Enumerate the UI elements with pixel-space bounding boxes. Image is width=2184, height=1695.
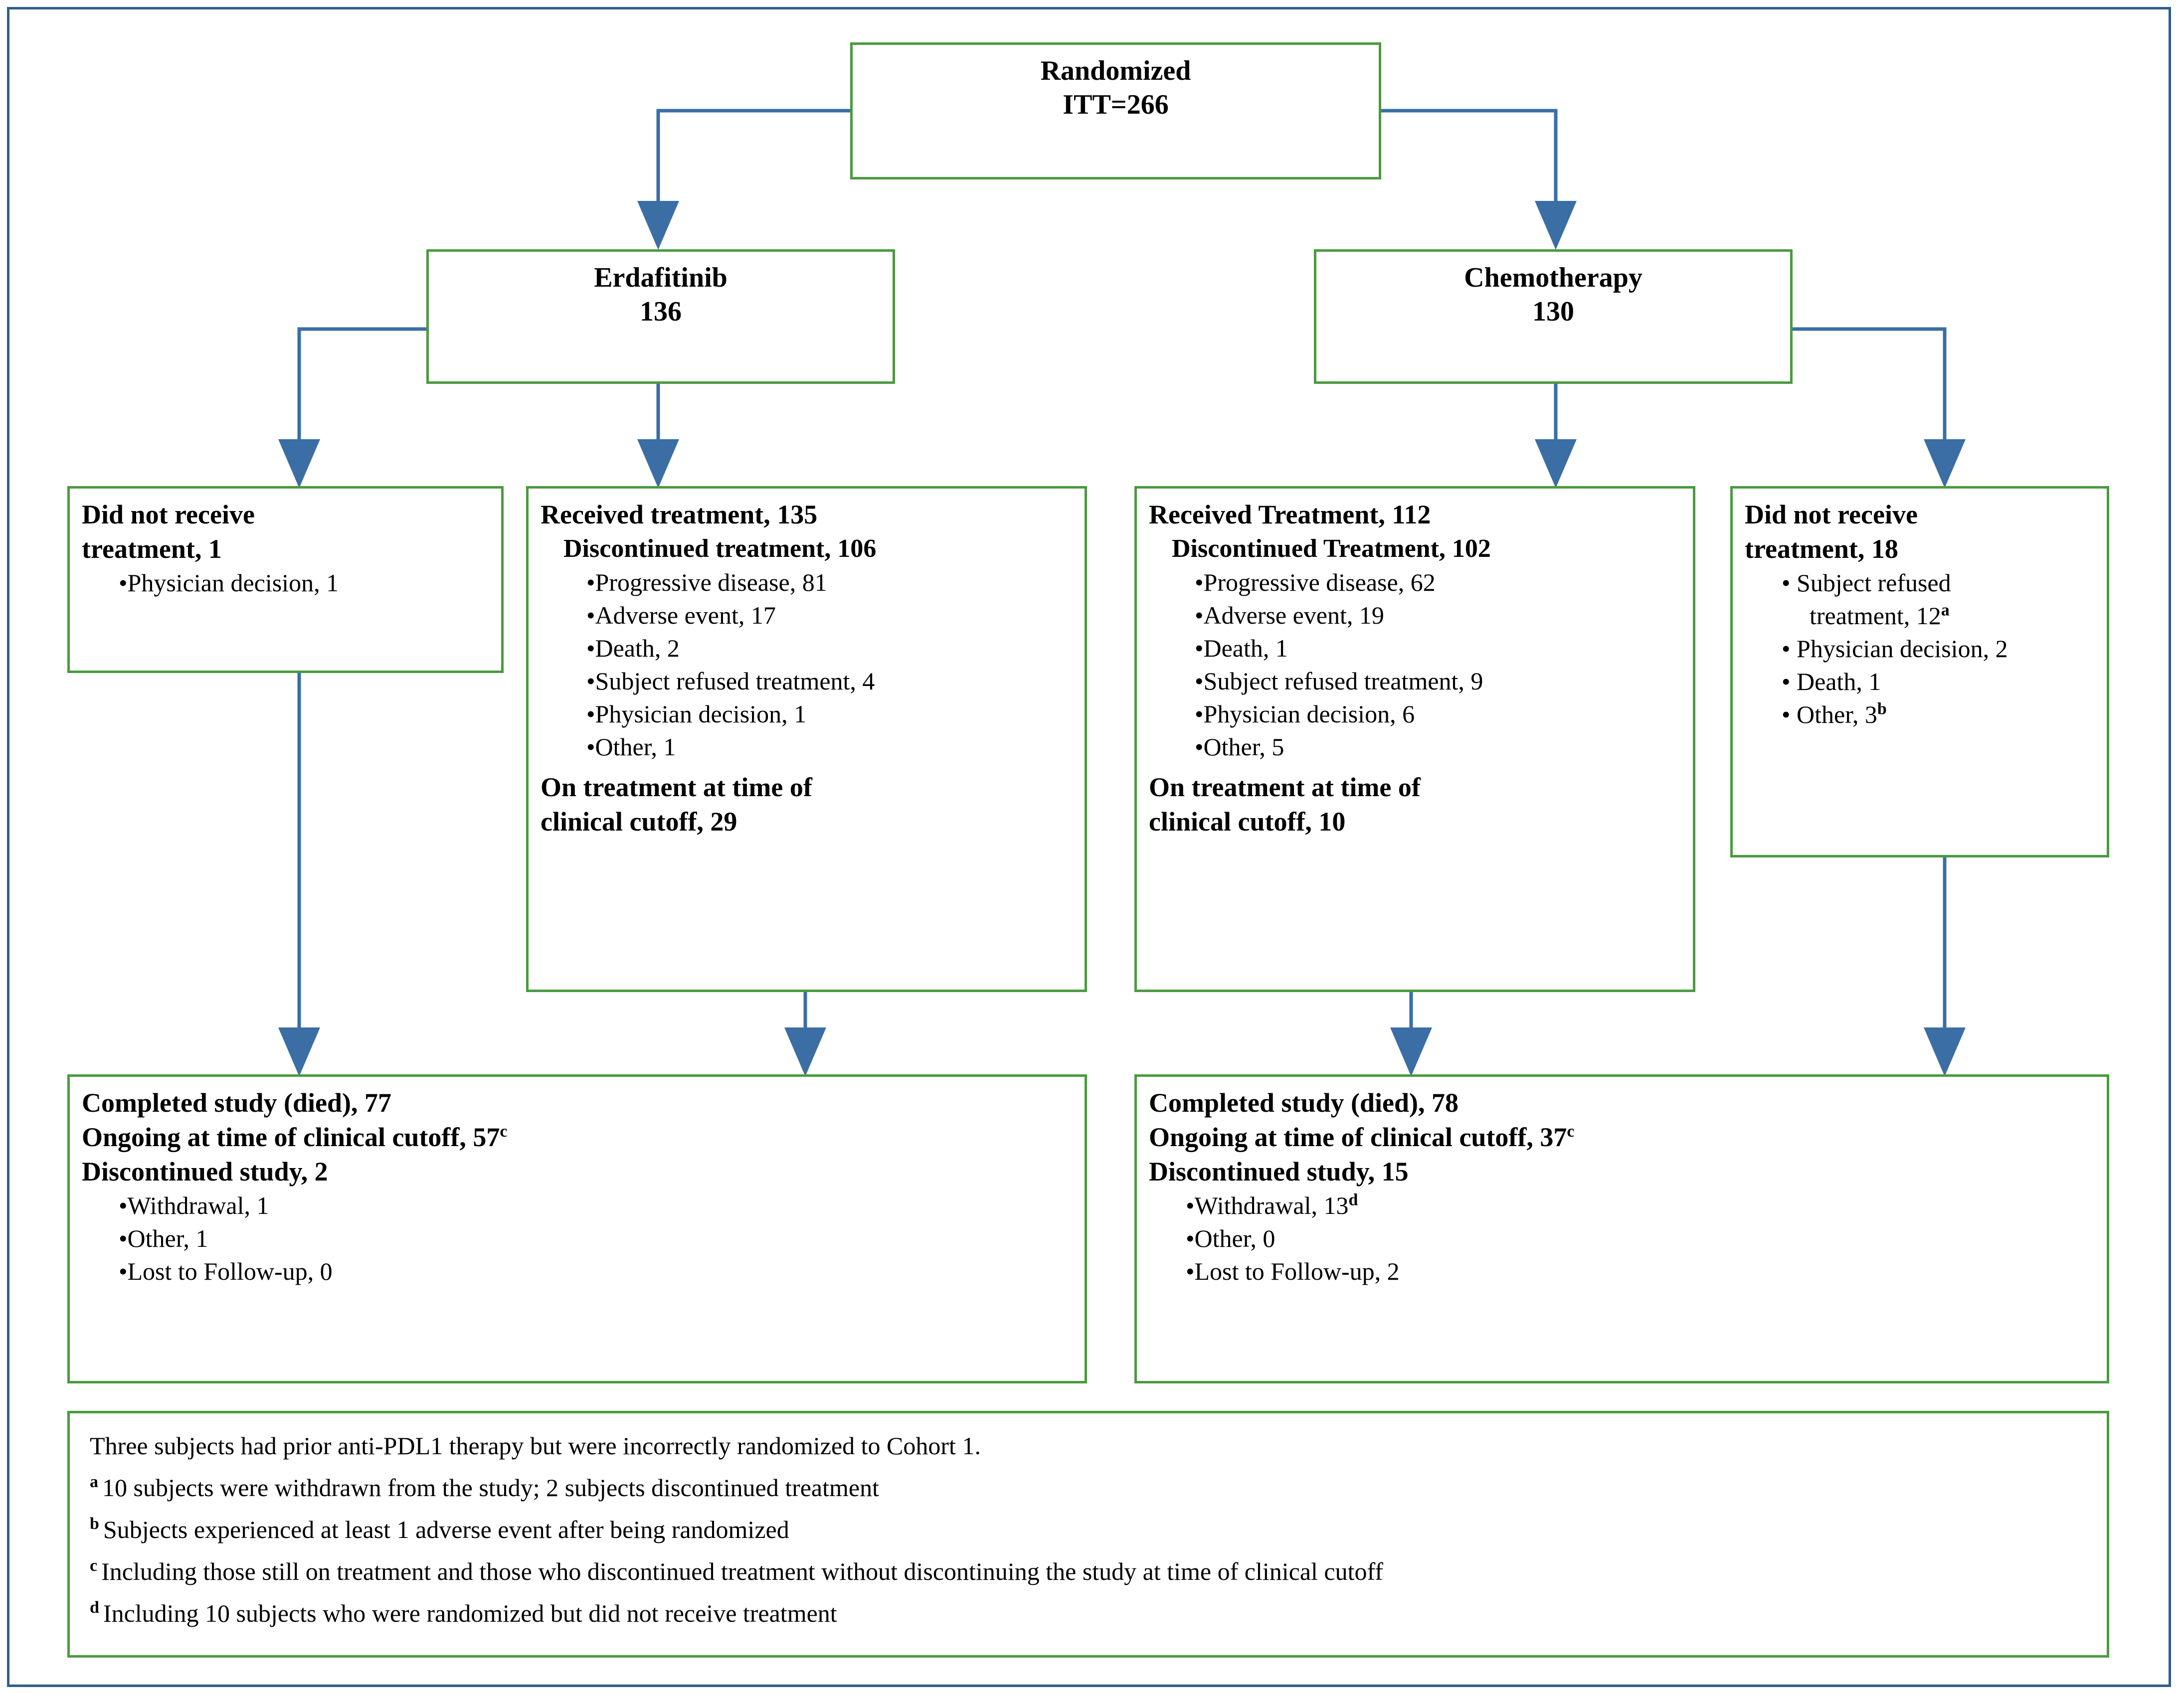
- chemo-received-footer-2: clinical cutoff, 10: [1149, 806, 1346, 837]
- chemo-outcome-item-2: •Other, 0: [1186, 1224, 1275, 1253]
- node-erdafitinib: [426, 249, 895, 384]
- footnote-marker-b: b: [1877, 699, 1887, 718]
- chemo-received-item-1: •Adverse event, 19: [1195, 601, 1384, 629]
- node-erda-not-received: [67, 486, 504, 673]
- erdafitinib-label: Erdafitinib: [594, 262, 728, 293]
- chemo-received-item-2: •Death, 1: [1195, 634, 1288, 662]
- chemo-received-item-0: •Progressive disease, 62: [1195, 568, 1436, 596]
- chemo-not-received-title2: treatment, 18: [1745, 534, 1898, 564]
- erda-received-item-5: •Other, 1: [586, 732, 676, 761]
- erda-not-received-item-0: •Physician decision, 1: [119, 569, 339, 597]
- erda-received-item-2: •Death, 2: [586, 634, 680, 662]
- node-chemotherapy: [1314, 249, 1793, 384]
- erda-received-item-0: •Progressive disease, 81: [586, 568, 827, 596]
- erda-outcome-ongoing: Ongoing at time of clinical cutoff, 57: [82, 1122, 500, 1153]
- erda-received-subtitle: Discontinued treatment, 106: [563, 534, 877, 563]
- erdafitinib-count: 136: [640, 296, 682, 328]
- erda-outcome-item-1: •Other, 1: [119, 1224, 208, 1253]
- chemo-outcome-completed: Completed study (died), 78: [1149, 1088, 1459, 1118]
- node-randomized: [850, 42, 1381, 179]
- randomized-count: ITT=266: [1063, 89, 1169, 121]
- chemo-not-received-title: Did not receive: [1745, 500, 1918, 529]
- chemotherapy-label: Chemotherapy: [1464, 262, 1642, 293]
- erda-received-item-1: •Adverse event, 17: [586, 601, 776, 629]
- node-chemo-received: [1134, 486, 1695, 992]
- chemo-not-received-item-4-row: [1782, 698, 2095, 731]
- footnote-d-marker: d: [90, 1598, 99, 1617]
- erda-outcome-discontinued: Discontinued study, 2: [82, 1157, 328, 1187]
- footnotes-box: [67, 1411, 2109, 1658]
- erda-outcome-item-2: •Lost to Follow-up, 0: [119, 1257, 333, 1286]
- chemo-not-received-item-3: • Death, 1: [1782, 668, 1881, 696]
- chemo-outcome-item-1: •Withdrawal, 13: [1186, 1191, 1349, 1220]
- chemo-outcome-ongoing: Ongoing at time of clinical cutoff, 37: [1149, 1122, 1567, 1153]
- footnote-marker-a: a: [1941, 601, 1950, 620]
- chemo-received-subtitle: Discontinued Treatment, 102: [1172, 534, 1491, 563]
- footnote-c-marker: c: [90, 1556, 98, 1575]
- footnote-line-0: Three subjects had prior anti-PDL1 therapy but were incorrectly randomized to Cohort 1.: [90, 1432, 981, 1460]
- erda-not-received-title2: treatment, 1: [82, 534, 222, 564]
- footnote-b-marker: b: [90, 1515, 99, 1533]
- footnote-line-b: [90, 1512, 2087, 1547]
- randomized-label: Randomized: [1040, 55, 1191, 86]
- chemo-not-received-item-4: • Other, 3: [1782, 700, 1877, 729]
- footnote-c-text: Including those still on treatment and those who discontinued treatment without discontinuing the study at time of clinical cutoff: [101, 1557, 1383, 1585]
- erda-received-footer-1: On treatment at time of: [541, 772, 812, 802]
- node-chemo-outcome: [1134, 1074, 2109, 1383]
- erda-outcome-item-0: •Withdrawal, 1: [119, 1191, 269, 1220]
- erda-received-item-4: •Physician decision, 1: [586, 699, 807, 728]
- chemo-not-received-item-2: • Physician decision, 2: [1782, 635, 2008, 663]
- chemo-outcome-item-3: •Lost to Follow-up, 2: [1186, 1257, 1400, 1286]
- chemo-received-item-5: •Other, 5: [1195, 732, 1284, 761]
- chemo-outcome-discontinued: Discontinued study, 15: [1149, 1157, 1409, 1187]
- chemo-not-received-item-1b-row: [1810, 599, 2095, 632]
- chemotherapy-count: 130: [1532, 296, 1574, 328]
- footnote-b-text: Subjects experienced at least 1 adverse event after being randomized: [103, 1516, 789, 1543]
- footnote-a-marker: a: [90, 1473, 98, 1492]
- node-erda-received: [526, 486, 1087, 992]
- chemo-outcome-ongoing-row: [1149, 1120, 2095, 1155]
- node-erda-outcome: [67, 1074, 1087, 1383]
- chemo-not-received-item-1a: • Subject refused: [1782, 569, 1951, 597]
- footnote-marker-c-2: c: [1567, 1122, 1575, 1141]
- erda-outcome-ongoing-row: [82, 1120, 1073, 1155]
- footnote-marker-d: d: [1348, 1190, 1358, 1209]
- node-chemo-not-received: [1730, 486, 2109, 857]
- footnote-line-c: [90, 1554, 2087, 1589]
- chemo-received-item-3: •Subject refused treatment, 9: [1195, 667, 1483, 695]
- chemo-received-item-4: •Physician decision, 6: [1195, 699, 1415, 728]
- erda-outcome-completed: Completed study (died), 77: [82, 1088, 392, 1118]
- erda-received-footer-2: clinical cutoff, 29: [541, 806, 737, 837]
- chemo-received-footer-1: On treatment at time of: [1149, 772, 1421, 802]
- footnote-marker-c: c: [500, 1122, 508, 1141]
- chemo-outcome-item-1-row: [1186, 1189, 2095, 1222]
- erda-received-item-3: •Subject refused treatment, 4: [586, 667, 875, 695]
- footnote-a-text: 10 subjects were withdrawn from the study; 2 subjects discontinued treatment: [102, 1474, 879, 1502]
- footnote-line-d: [90, 1596, 2087, 1631]
- chemo-received-title: Received Treatment, 112: [1149, 500, 1431, 529]
- footnote-line-a: [90, 1470, 2087, 1505]
- erda-received-title: Received treatment, 135: [541, 500, 818, 529]
- chemo-not-received-item-1b: treatment, 12: [1810, 602, 1941, 630]
- erda-not-received-title: Did not receive: [82, 500, 255, 529]
- footnote-d-text: Including 10 subjects who were randomized but did not receive treatment: [103, 1599, 837, 1627]
